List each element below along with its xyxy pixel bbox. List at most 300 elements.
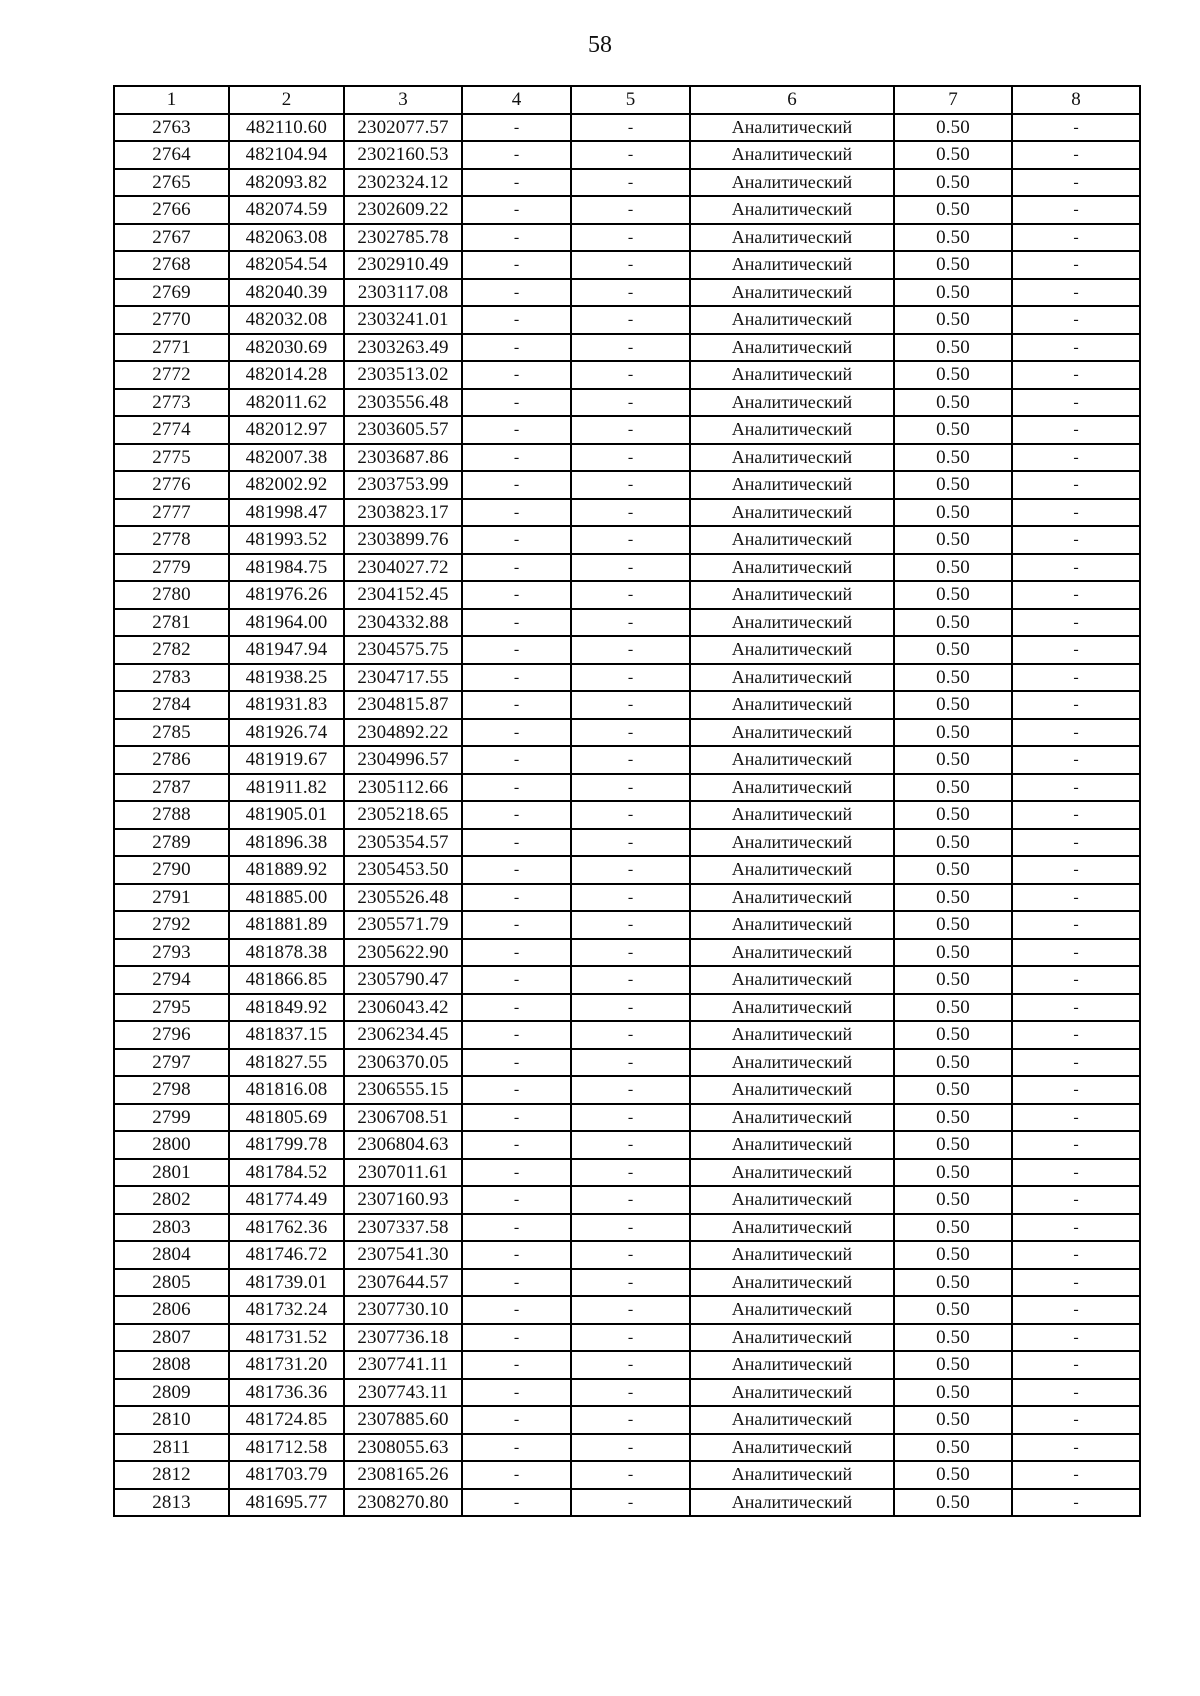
method-cell: Аналитический xyxy=(690,526,894,554)
point-number-cell: 2806 xyxy=(114,1296,229,1324)
col5-cell: - xyxy=(571,609,690,637)
x-coordinate-cell: 482054.54 xyxy=(229,251,344,279)
accuracy-cell: 0.50 xyxy=(894,1324,1012,1352)
x-coordinate-cell: 482063.08 xyxy=(229,224,344,252)
x-coordinate-cell: 482032.08 xyxy=(229,306,344,334)
point-number-cell: 2807 xyxy=(114,1324,229,1352)
col4-cell: - xyxy=(462,444,571,472)
accuracy-cell: 0.50 xyxy=(894,911,1012,939)
col5-cell: - xyxy=(571,1241,690,1269)
method-cell: Аналитический xyxy=(690,856,894,884)
col5-cell: - xyxy=(571,306,690,334)
y-coordinate-cell: 2308055.63 xyxy=(344,1434,462,1462)
method-cell: Аналитический xyxy=(690,1214,894,1242)
table-row xyxy=(114,1104,1140,1132)
col8-cell: - xyxy=(1012,939,1140,967)
col5-cell: - xyxy=(571,1489,690,1517)
x-coordinate-cell: 481993.52 xyxy=(229,526,344,554)
col4-cell: - xyxy=(462,114,571,142)
y-coordinate-cell: 2306555.15 xyxy=(344,1076,462,1104)
col4-cell: - xyxy=(462,224,571,252)
accuracy-cell: 0.50 xyxy=(894,609,1012,637)
y-coordinate-cell: 2306370.05 xyxy=(344,1049,462,1077)
method-cell: Аналитический xyxy=(690,801,894,829)
col4-cell: - xyxy=(462,1049,571,1077)
x-coordinate-cell: 481926.74 xyxy=(229,719,344,747)
col4-cell: - xyxy=(462,169,571,197)
accuracy-cell: 0.50 xyxy=(894,1406,1012,1434)
accuracy-cell: 0.50 xyxy=(894,1104,1012,1132)
col4-cell: - xyxy=(462,856,571,884)
table-row xyxy=(114,1131,1140,1159)
col8-cell: - xyxy=(1012,746,1140,774)
point-number-cell: 2784 xyxy=(114,691,229,719)
col4-cell: - xyxy=(462,526,571,554)
table-row xyxy=(114,471,1140,499)
coordinates-table xyxy=(113,85,1141,1517)
col4-cell: - xyxy=(462,361,571,389)
col5-cell: - xyxy=(571,774,690,802)
col8-cell: - xyxy=(1012,1104,1140,1132)
method-cell: Аналитический xyxy=(690,224,894,252)
accuracy-cell: 0.50 xyxy=(894,224,1012,252)
method-cell: Аналитический xyxy=(690,966,894,994)
table-row xyxy=(114,1379,1140,1407)
col8-cell: - xyxy=(1012,279,1140,307)
x-coordinate-cell: 482104.94 xyxy=(229,141,344,169)
x-coordinate-cell: 482011.62 xyxy=(229,389,344,417)
x-coordinate-cell: 481911.82 xyxy=(229,774,344,802)
y-coordinate-cell: 2303687.86 xyxy=(344,444,462,472)
x-coordinate-cell: 482014.28 xyxy=(229,361,344,389)
point-number-cell: 2764 xyxy=(114,141,229,169)
y-coordinate-cell: 2307644.57 xyxy=(344,1269,462,1297)
col8-cell: - xyxy=(1012,1351,1140,1379)
x-coordinate-cell: 481905.01 xyxy=(229,801,344,829)
col8-cell: - xyxy=(1012,691,1140,719)
point-number-cell: 2793 xyxy=(114,939,229,967)
col4-cell: - xyxy=(462,1076,571,1104)
x-coordinate-cell: 482030.69 xyxy=(229,334,344,362)
point-number-cell: 2778 xyxy=(114,526,229,554)
accuracy-cell: 0.50 xyxy=(894,829,1012,857)
col5-cell: - xyxy=(571,1131,690,1159)
col5-cell: - xyxy=(571,994,690,1022)
y-coordinate-cell: 2306804.63 xyxy=(344,1131,462,1159)
method-cell: Аналитический xyxy=(690,939,894,967)
point-number-cell: 2783 xyxy=(114,664,229,692)
table-row xyxy=(114,636,1140,664)
x-coordinate-cell: 481731.20 xyxy=(229,1351,344,1379)
method-cell: Аналитический xyxy=(690,1186,894,1214)
table-row xyxy=(114,499,1140,527)
page-number: 58 xyxy=(588,32,612,58)
point-number-cell: 2785 xyxy=(114,719,229,747)
y-coordinate-cell: 2307885.60 xyxy=(344,1406,462,1434)
accuracy-cell: 0.50 xyxy=(894,774,1012,802)
y-coordinate-cell: 2302609.22 xyxy=(344,196,462,224)
col4-cell: - xyxy=(462,196,571,224)
y-coordinate-cell: 2304575.75 xyxy=(344,636,462,664)
method-cell: Аналитический xyxy=(690,251,894,279)
col4-cell: - xyxy=(462,1269,571,1297)
accuracy-cell: 0.50 xyxy=(894,251,1012,279)
x-coordinate-cell: 481712.58 xyxy=(229,1434,344,1462)
col5-cell: - xyxy=(571,966,690,994)
y-coordinate-cell: 2307160.93 xyxy=(344,1186,462,1214)
point-number-cell: 2801 xyxy=(114,1159,229,1187)
method-cell: Аналитический xyxy=(690,1021,894,1049)
method-cell: Аналитический xyxy=(690,746,894,774)
point-number-cell: 2777 xyxy=(114,499,229,527)
col8-cell: - xyxy=(1012,224,1140,252)
method-cell: Аналитический xyxy=(690,719,894,747)
table-row xyxy=(114,554,1140,582)
col5-cell: - xyxy=(571,1076,690,1104)
col8-cell: - xyxy=(1012,169,1140,197)
table-row xyxy=(114,416,1140,444)
table-row xyxy=(114,1021,1140,1049)
col4-cell: - xyxy=(462,691,571,719)
y-coordinate-cell: 2302785.78 xyxy=(344,224,462,252)
col5-cell: - xyxy=(571,746,690,774)
x-coordinate-cell: 481799.78 xyxy=(229,1131,344,1159)
col5-cell: - xyxy=(571,1269,690,1297)
col8-cell: - xyxy=(1012,526,1140,554)
accuracy-cell: 0.50 xyxy=(894,499,1012,527)
col4-cell: - xyxy=(462,554,571,582)
x-coordinate-cell: 481878.38 xyxy=(229,939,344,967)
col8-cell: - xyxy=(1012,636,1140,664)
x-coordinate-cell: 481703.79 xyxy=(229,1461,344,1489)
y-coordinate-cell: 2307730.10 xyxy=(344,1296,462,1324)
point-number-cell: 2805 xyxy=(114,1269,229,1297)
col8-cell: - xyxy=(1012,884,1140,912)
y-coordinate-cell: 2302910.49 xyxy=(344,251,462,279)
col4-cell: - xyxy=(462,306,571,334)
method-cell: Аналитический xyxy=(690,169,894,197)
point-number-cell: 2779 xyxy=(114,554,229,582)
col8-cell: - xyxy=(1012,801,1140,829)
y-coordinate-cell: 2303823.17 xyxy=(344,499,462,527)
column-header: 3 xyxy=(344,86,462,114)
y-coordinate-cell: 2306234.45 xyxy=(344,1021,462,1049)
table-row xyxy=(114,939,1140,967)
y-coordinate-cell: 2302077.57 xyxy=(344,114,462,142)
col5-cell: - xyxy=(571,416,690,444)
col5-cell: - xyxy=(571,801,690,829)
table-row xyxy=(114,169,1140,197)
table-row xyxy=(114,829,1140,857)
x-coordinate-cell: 481736.36 xyxy=(229,1379,344,1407)
point-number-cell: 2810 xyxy=(114,1406,229,1434)
method-cell: Аналитический xyxy=(690,609,894,637)
col8-cell: - xyxy=(1012,114,1140,142)
x-coordinate-cell: 482007.38 xyxy=(229,444,344,472)
point-number-cell: 2768 xyxy=(114,251,229,279)
col4-cell: - xyxy=(462,499,571,527)
x-coordinate-cell: 481964.00 xyxy=(229,609,344,637)
column-header: 6 xyxy=(690,86,894,114)
col4-cell: - xyxy=(462,141,571,169)
y-coordinate-cell: 2307743.11 xyxy=(344,1379,462,1407)
y-coordinate-cell: 2305571.79 xyxy=(344,911,462,939)
col5-cell: - xyxy=(571,1214,690,1242)
col8-cell: - xyxy=(1012,444,1140,472)
method-cell: Аналитический xyxy=(690,499,894,527)
y-coordinate-cell: 2307011.61 xyxy=(344,1159,462,1187)
method-cell: Аналитический xyxy=(690,361,894,389)
table-body xyxy=(114,114,1140,1517)
col4-cell: - xyxy=(462,1104,571,1132)
method-cell: Аналитический xyxy=(690,1351,894,1379)
point-number-cell: 2763 xyxy=(114,114,229,142)
accuracy-cell: 0.50 xyxy=(894,884,1012,912)
col4-cell: - xyxy=(462,1324,571,1352)
method-cell: Аналитический xyxy=(690,884,894,912)
y-coordinate-cell: 2305354.57 xyxy=(344,829,462,857)
table-row xyxy=(114,856,1140,884)
col5-cell: - xyxy=(571,1296,690,1324)
x-coordinate-cell: 482110.60 xyxy=(229,114,344,142)
col5-cell: - xyxy=(571,691,690,719)
x-coordinate-cell: 482093.82 xyxy=(229,169,344,197)
col4-cell: - xyxy=(462,746,571,774)
col4-cell: - xyxy=(462,609,571,637)
col5-cell: - xyxy=(571,911,690,939)
y-coordinate-cell: 2304815.87 xyxy=(344,691,462,719)
col8-cell: - xyxy=(1012,1434,1140,1462)
col4-cell: - xyxy=(462,664,571,692)
accuracy-cell: 0.50 xyxy=(894,691,1012,719)
point-number-cell: 2798 xyxy=(114,1076,229,1104)
col5-cell: - xyxy=(571,279,690,307)
table-row xyxy=(114,361,1140,389)
col4-cell: - xyxy=(462,1296,571,1324)
method-cell: Аналитический xyxy=(690,196,894,224)
method-cell: Аналитический xyxy=(690,1269,894,1297)
table-row xyxy=(114,774,1140,802)
point-number-cell: 2767 xyxy=(114,224,229,252)
accuracy-cell: 0.50 xyxy=(894,856,1012,884)
col8-cell: - xyxy=(1012,251,1140,279)
table-row xyxy=(114,966,1140,994)
table-row xyxy=(114,746,1140,774)
col5-cell: - xyxy=(571,856,690,884)
method-cell: Аналитический xyxy=(690,279,894,307)
x-coordinate-cell: 481947.94 xyxy=(229,636,344,664)
point-number-cell: 2769 xyxy=(114,279,229,307)
table-row xyxy=(114,691,1140,719)
col8-cell: - xyxy=(1012,664,1140,692)
point-number-cell: 2813 xyxy=(114,1489,229,1517)
point-number-cell: 2766 xyxy=(114,196,229,224)
point-number-cell: 2770 xyxy=(114,306,229,334)
point-number-cell: 2796 xyxy=(114,1021,229,1049)
col5-cell: - xyxy=(571,361,690,389)
x-coordinate-cell: 482040.39 xyxy=(229,279,344,307)
point-number-cell: 2791 xyxy=(114,884,229,912)
col5-cell: - xyxy=(571,499,690,527)
table-row xyxy=(114,251,1140,279)
col5-cell: - xyxy=(571,829,690,857)
point-number-cell: 2812 xyxy=(114,1461,229,1489)
col8-cell: - xyxy=(1012,1186,1140,1214)
col8-cell: - xyxy=(1012,966,1140,994)
table-row xyxy=(114,279,1140,307)
point-number-cell: 2780 xyxy=(114,581,229,609)
x-coordinate-cell: 481976.26 xyxy=(229,581,344,609)
accuracy-cell: 0.50 xyxy=(894,1296,1012,1324)
x-coordinate-cell: 481849.92 xyxy=(229,994,344,1022)
y-coordinate-cell: 2303753.99 xyxy=(344,471,462,499)
col8-cell: - xyxy=(1012,856,1140,884)
y-coordinate-cell: 2308165.26 xyxy=(344,1461,462,1489)
y-coordinate-cell: 2304152.45 xyxy=(344,581,462,609)
accuracy-cell: 0.50 xyxy=(894,581,1012,609)
x-coordinate-cell: 481762.36 xyxy=(229,1214,344,1242)
col5-cell: - xyxy=(571,1434,690,1462)
y-coordinate-cell: 2303117.08 xyxy=(344,279,462,307)
table-row xyxy=(114,444,1140,472)
col4-cell: - xyxy=(462,829,571,857)
x-coordinate-cell: 481998.47 xyxy=(229,499,344,527)
method-cell: Аналитический xyxy=(690,664,894,692)
col4-cell: - xyxy=(462,801,571,829)
y-coordinate-cell: 2306043.42 xyxy=(344,994,462,1022)
point-number-cell: 2776 xyxy=(114,471,229,499)
y-coordinate-cell: 2303899.76 xyxy=(344,526,462,554)
col5-cell: - xyxy=(571,1104,690,1132)
col5-cell: - xyxy=(571,664,690,692)
method-cell: Аналитический xyxy=(690,306,894,334)
table-row xyxy=(114,114,1140,142)
y-coordinate-cell: 2304996.57 xyxy=(344,746,462,774)
method-cell: Аналитический xyxy=(690,691,894,719)
method-cell: Аналитический xyxy=(690,911,894,939)
accuracy-cell: 0.50 xyxy=(894,1241,1012,1269)
col8-cell: - xyxy=(1012,581,1140,609)
column-header: 2 xyxy=(229,86,344,114)
col8-cell: - xyxy=(1012,141,1140,169)
x-coordinate-cell: 481732.24 xyxy=(229,1296,344,1324)
col4-cell: - xyxy=(462,719,571,747)
point-number-cell: 2808 xyxy=(114,1351,229,1379)
accuracy-cell: 0.50 xyxy=(894,994,1012,1022)
method-cell: Аналитический xyxy=(690,1461,894,1489)
point-number-cell: 2786 xyxy=(114,746,229,774)
y-coordinate-cell: 2305622.90 xyxy=(344,939,462,967)
x-coordinate-cell: 481827.55 xyxy=(229,1049,344,1077)
col5-cell: - xyxy=(571,581,690,609)
accuracy-cell: 0.50 xyxy=(894,1351,1012,1379)
accuracy-cell: 0.50 xyxy=(894,114,1012,142)
table-row xyxy=(114,1269,1140,1297)
y-coordinate-cell: 2305218.65 xyxy=(344,801,462,829)
col8-cell: - xyxy=(1012,1241,1140,1269)
col5-cell: - xyxy=(571,141,690,169)
table-row xyxy=(114,306,1140,334)
method-cell: Аналитический xyxy=(690,389,894,417)
accuracy-cell: 0.50 xyxy=(894,1131,1012,1159)
col8-cell: - xyxy=(1012,1324,1140,1352)
accuracy-cell: 0.50 xyxy=(894,1489,1012,1517)
x-coordinate-cell: 481885.00 xyxy=(229,884,344,912)
y-coordinate-cell: 2304717.55 xyxy=(344,664,462,692)
x-coordinate-cell: 481816.08 xyxy=(229,1076,344,1104)
y-coordinate-cell: 2303263.49 xyxy=(344,334,462,362)
accuracy-cell: 0.50 xyxy=(894,141,1012,169)
col8-cell: - xyxy=(1012,416,1140,444)
point-number-cell: 2771 xyxy=(114,334,229,362)
col5-cell: - xyxy=(571,1324,690,1352)
table-row xyxy=(114,1214,1140,1242)
x-coordinate-cell: 481731.52 xyxy=(229,1324,344,1352)
point-number-cell: 2775 xyxy=(114,444,229,472)
x-coordinate-cell: 481866.85 xyxy=(229,966,344,994)
method-cell: Аналитический xyxy=(690,141,894,169)
table-row xyxy=(114,389,1140,417)
col5-cell: - xyxy=(571,1186,690,1214)
method-cell: Аналитический xyxy=(690,1406,894,1434)
accuracy-cell: 0.50 xyxy=(894,1049,1012,1077)
method-cell: Аналитический xyxy=(690,334,894,362)
accuracy-cell: 0.50 xyxy=(894,526,1012,554)
col8-cell: - xyxy=(1012,1131,1140,1159)
accuracy-cell: 0.50 xyxy=(894,1159,1012,1187)
point-number-cell: 2803 xyxy=(114,1214,229,1242)
method-cell: Аналитический xyxy=(690,829,894,857)
accuracy-cell: 0.50 xyxy=(894,801,1012,829)
method-cell: Аналитический xyxy=(690,1379,894,1407)
table-row xyxy=(114,581,1140,609)
col8-cell: - xyxy=(1012,1269,1140,1297)
table-row xyxy=(114,1049,1140,1077)
table-row xyxy=(114,1186,1140,1214)
col5-cell: - xyxy=(571,169,690,197)
table-row xyxy=(114,224,1140,252)
method-cell: Аналитический xyxy=(690,994,894,1022)
col8-cell: - xyxy=(1012,1489,1140,1517)
accuracy-cell: 0.50 xyxy=(894,1379,1012,1407)
point-number-cell: 2787 xyxy=(114,774,229,802)
table-row xyxy=(114,1489,1140,1517)
col8-cell: - xyxy=(1012,361,1140,389)
method-cell: Аналитический xyxy=(690,1434,894,1462)
table-row xyxy=(114,801,1140,829)
col4-cell: - xyxy=(462,471,571,499)
method-cell: Аналитический xyxy=(690,636,894,664)
table-row xyxy=(114,334,1140,362)
accuracy-cell: 0.50 xyxy=(894,554,1012,582)
column-header: 5 xyxy=(571,86,690,114)
col4-cell: - xyxy=(462,994,571,1022)
col5-cell: - xyxy=(571,444,690,472)
accuracy-cell: 0.50 xyxy=(894,196,1012,224)
col5-cell: - xyxy=(571,1021,690,1049)
col4-cell: - xyxy=(462,251,571,279)
x-coordinate-cell: 481938.25 xyxy=(229,664,344,692)
col8-cell: - xyxy=(1012,609,1140,637)
col8-cell: - xyxy=(1012,1159,1140,1187)
method-cell: Аналитический xyxy=(690,1076,894,1104)
col4-cell: - xyxy=(462,1351,571,1379)
y-coordinate-cell: 2307541.30 xyxy=(344,1241,462,1269)
col8-cell: - xyxy=(1012,829,1140,857)
table-row xyxy=(114,141,1140,169)
table-row xyxy=(114,1406,1140,1434)
col8-cell: - xyxy=(1012,1049,1140,1077)
